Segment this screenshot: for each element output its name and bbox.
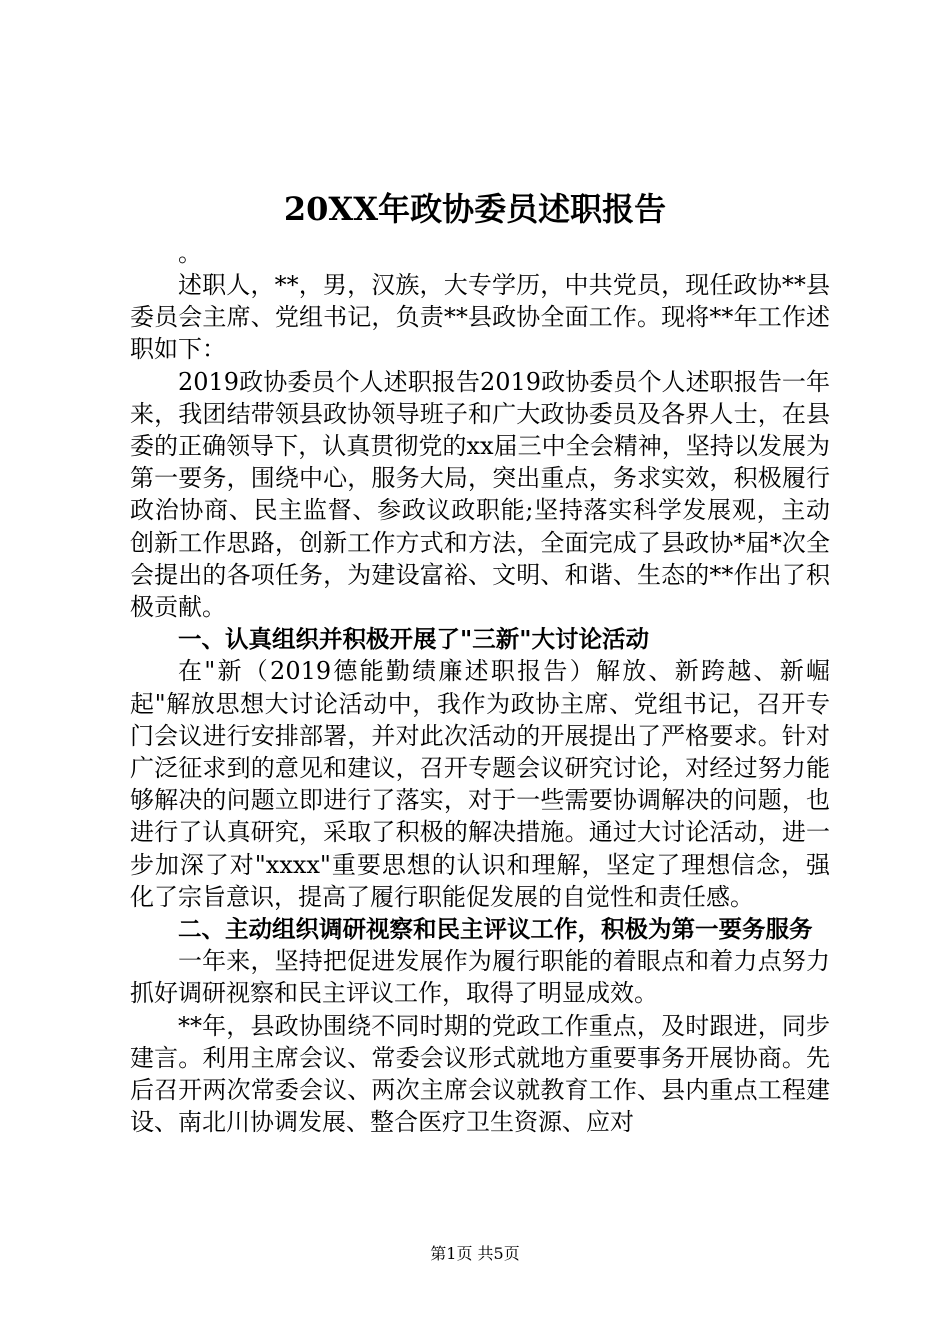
paragraph-intro: 述职人，**，男，汉族，大专学历，中共党员，现任政协**县委员会主席、党组书记，负责**县政协全面工作。现将**年工作述职如下： [130,271,830,364]
document-title: 20XX年政协委员述职报告 [283,190,667,228]
paragraph-section-2b: **年，县政协围绕不同时期的党政工作重点，及时跟进，同步建言。利用主席会议、常委会议形式就地方重要事务开展协商。先后召开两次常委会议、两次主席会议就教育工作、县内重点工程建设、南北川协调发展、整合医疗卫生资源、应对 [130,1011,830,1137]
section-heading-1: 一、认真组织并积极开展了"三新"大讨论活动 [178,625,649,654]
paragraph-section-1: 在"新（2019德能勤绩廉述职报告）解放、新跨越、新崛起"解放思想大讨论活动中，我作为政协主席、党组书记，召开专门会议进行安排部署，并对此次活动的开展提出了严格要求。针对广泛征求到的意见和建议，召开专题会议研究讨论，对经过努力能够解决的问题立即进行了落实，对于一些需要协调解决的问题，也进行了认真研究，采取了积极的解决措施。通过大讨论活动，进一步加深了对"xxxx"重要思想的认识和理解，坚定了理想信念，强化了宗旨意识，提高了履行职能促发展的自觉性和责任感。 [130,657,830,911]
paragraph-summary: 2019政协委员个人述职报告2019政协委员个人述职报告一年来，我团结带领县政协领导班子和广大政协委员及各界人士，在县委的正确领导下，认真贯彻党的xx届三中全会精神，坚持以发展为第一要务，围绕中心，服务大局，突出重点，务求实效，积极履行政治协商、民主监督、参政议政职能;坚持落实科学发展观，主动创新工作思路，创新工作方式和方法，全面完成了县政协*届*次全会提出的各项任务，为建设富裕、文明、和谐、生态的**作出了积极贡献。 [130,367,830,622]
paragraph-dot: 。 [178,239,202,267]
document-body [130,237,830,1138]
section-heading-2: 二、主动组织调研视察和民主评议工作，积极为第一要务服务 [178,915,813,944]
page-footer: 第1页 共5页 [430,1244,520,1263]
paragraph-section-2a: 一年来，坚持把促进发展作为履行职能的着眼点和着力点努力抓好调研视察和民主评议工作，取得了明显成效。 [130,947,830,1008]
